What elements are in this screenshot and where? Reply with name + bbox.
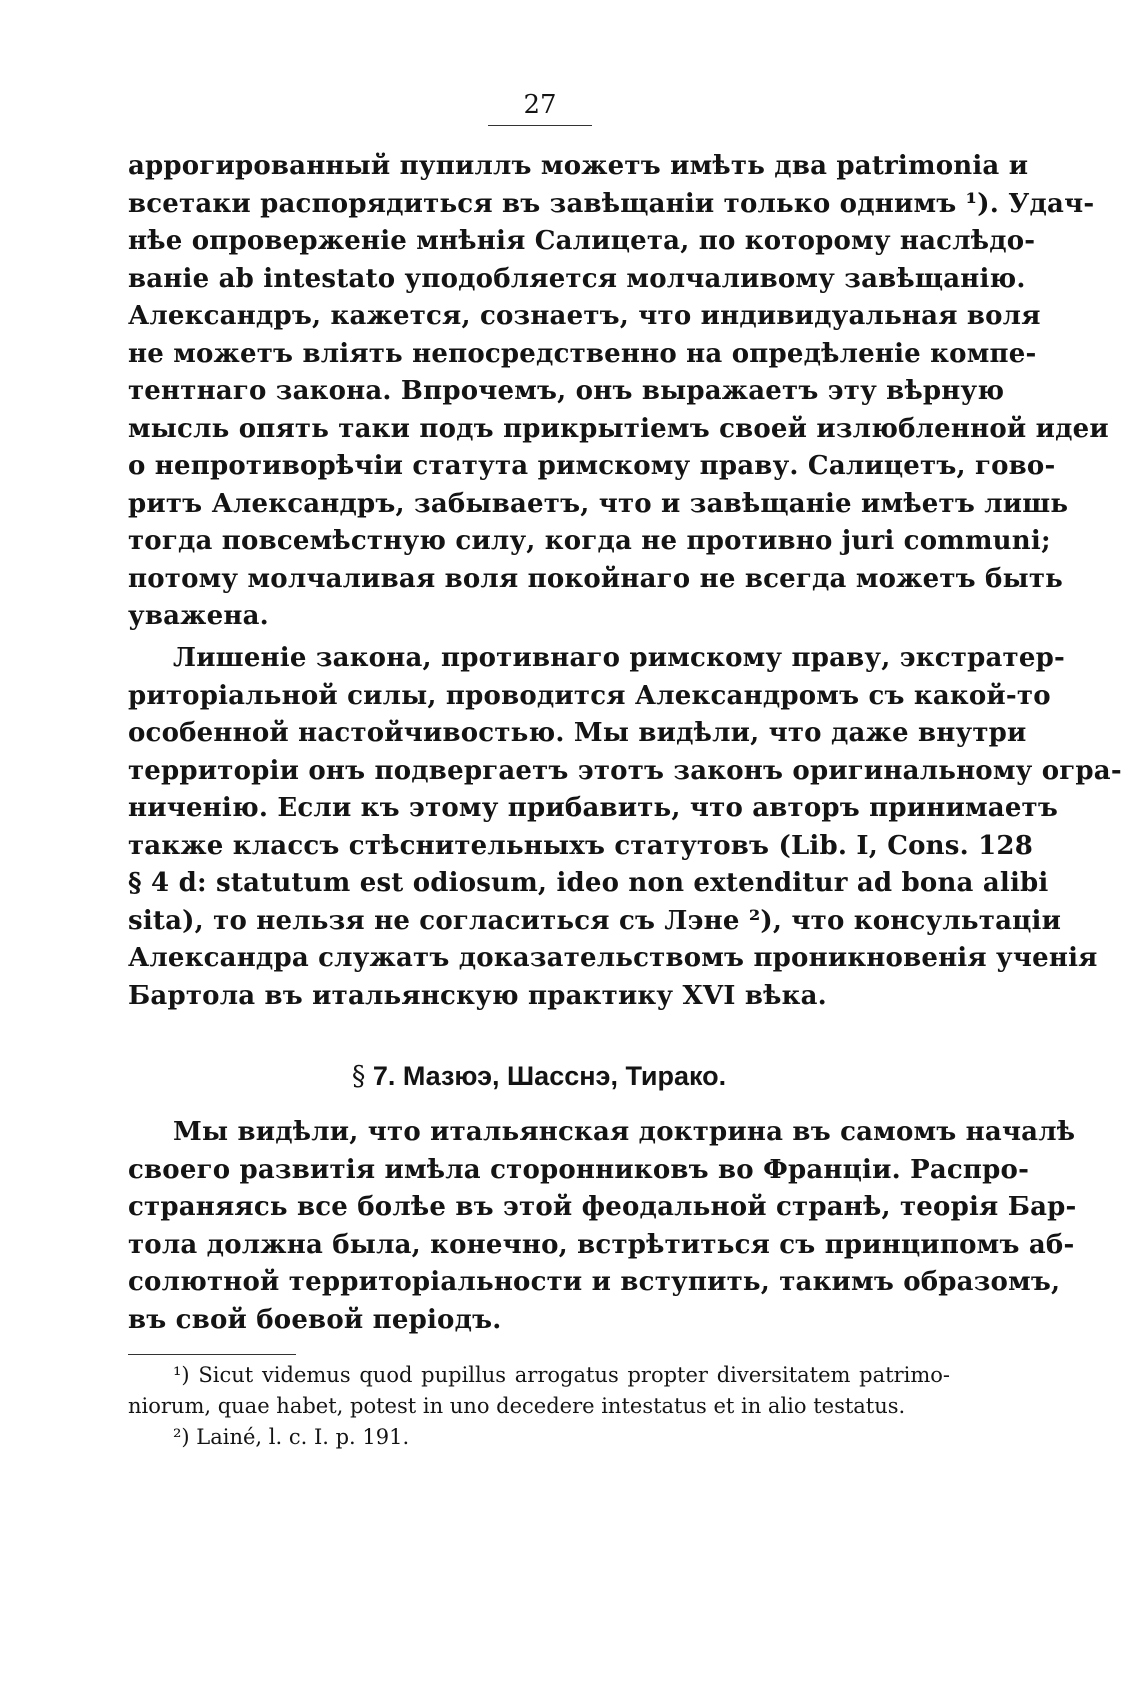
text-line: не можетъ влiять непосредственно на опредѣленіе компе- bbox=[128, 338, 1037, 369]
text-line: ритъ Александръ, забываетъ, что и завѣщаніе имѣетъ лишь bbox=[128, 488, 1069, 519]
text-line: уважена. bbox=[128, 601, 269, 631]
text-line: ниченію. Если къ этому прибавить, что авторъ принимаетъ bbox=[128, 793, 1059, 823]
footnote-line: ¹) Sicut videmus quod pupillus arrogatus propter diversitatem patrimo- bbox=[173, 1363, 950, 1387]
text-line: аррогированный пупиллъ можетъ имѣть два patrimonia и bbox=[128, 151, 1029, 181]
text-line: мысль опять таки подъ прикрытіемъ своей излюбленной идеи bbox=[128, 413, 1109, 444]
text-line: Александръ, кажется, сознаетъ, что индивидуальная воля bbox=[128, 301, 1041, 331]
text-line: страняясь все болѣе въ этой феодальной странѣ, теорія Бар- bbox=[128, 1192, 1077, 1222]
text-line: тентнаго закона. Впрочемъ, онъ выражаетъ эту вѣрную bbox=[128, 376, 1005, 406]
paragraph-2 bbox=[128, 640, 1122, 1015]
text-line: солютной территоріальности и вступить, такимъ образомъ, bbox=[128, 1267, 1061, 1297]
text-line: Бартола въ итальянскую практику XVI вѣка. bbox=[128, 980, 827, 1011]
paragraph-1 bbox=[128, 148, 1109, 636]
paragraph-3 bbox=[128, 1114, 1077, 1339]
footnote-line: niorum, quae habet, potest in uno decedere intestatus et in alio testatus. bbox=[128, 1394, 906, 1418]
section-sign: § bbox=[351, 1061, 366, 1092]
text-line: своего развитія имѣла сторонниковъ во Франціи. Распро- bbox=[128, 1154, 1030, 1185]
text-line: Мы видѣли, что итальянская доктрина въ самомъ началѣ bbox=[173, 1117, 1076, 1147]
page-number: 27 bbox=[523, 90, 557, 120]
footnote-line: ²) Lainé, l. c. I. p. 191. bbox=[173, 1425, 410, 1449]
footnote-rule bbox=[128, 1354, 296, 1355]
text-line: § 4 d: statutum est odiosum, ideo non extenditur ad bona alibi bbox=[128, 868, 1049, 898]
text-line: нѣе опроверженіе мнѣнія Салицета, по которому наслѣдо- bbox=[128, 226, 1036, 256]
text-line: тогда повсемѣстную силу, когда не противно juri communi; bbox=[128, 526, 1051, 556]
text-line: риторіальной силы, проводится Александромъ съ какой-то bbox=[128, 680, 1051, 711]
text-line: особенной настойчивостью. Мы видѣли, что даже внутри bbox=[128, 718, 1027, 748]
text-line: также классъ стѣснительныхъ статутовъ (Lib. I, Cons. 128 bbox=[128, 830, 1034, 861]
footnotes bbox=[128, 1360, 950, 1453]
page-number-rule bbox=[488, 125, 592, 126]
text-line: всетаки распорядиться въ завѣщаніи только однимъ ¹). Удач- bbox=[128, 188, 1095, 219]
text-line: sita), то нельзя не согласиться съ Лэне ²), что консультаціи bbox=[128, 905, 1062, 936]
text-line: въ свой боевой періодъ. bbox=[128, 1304, 502, 1335]
text-line: Лишеніе закона, противнаго римскому праву, экстратер- bbox=[173, 643, 1065, 673]
text-line: тола должна была, конечно, встрѣтиться съ принципомъ аб- bbox=[128, 1229, 1075, 1260]
text-line: ваніе ab intestato уподобляется молчаливому завѣщанію. bbox=[128, 263, 1026, 294]
section-title: 7. Мазюэ, Шасснэ, Тирако. bbox=[372, 1061, 727, 1091]
text-line: Александра служатъ доказательствомъ проникновенія ученія bbox=[128, 943, 1098, 973]
text-line: о непротиворѣчіи статута римскому праву. Салицетъ, гово- bbox=[128, 451, 1056, 481]
section-heading bbox=[128, 1058, 950, 1095]
text-line: потому молчаливая воля покойнаго не всегда можетъ быть bbox=[128, 563, 1064, 594]
text-line: территоріи онъ подвергаетъ этотъ законъ оригинальному огра- bbox=[128, 755, 1122, 786]
